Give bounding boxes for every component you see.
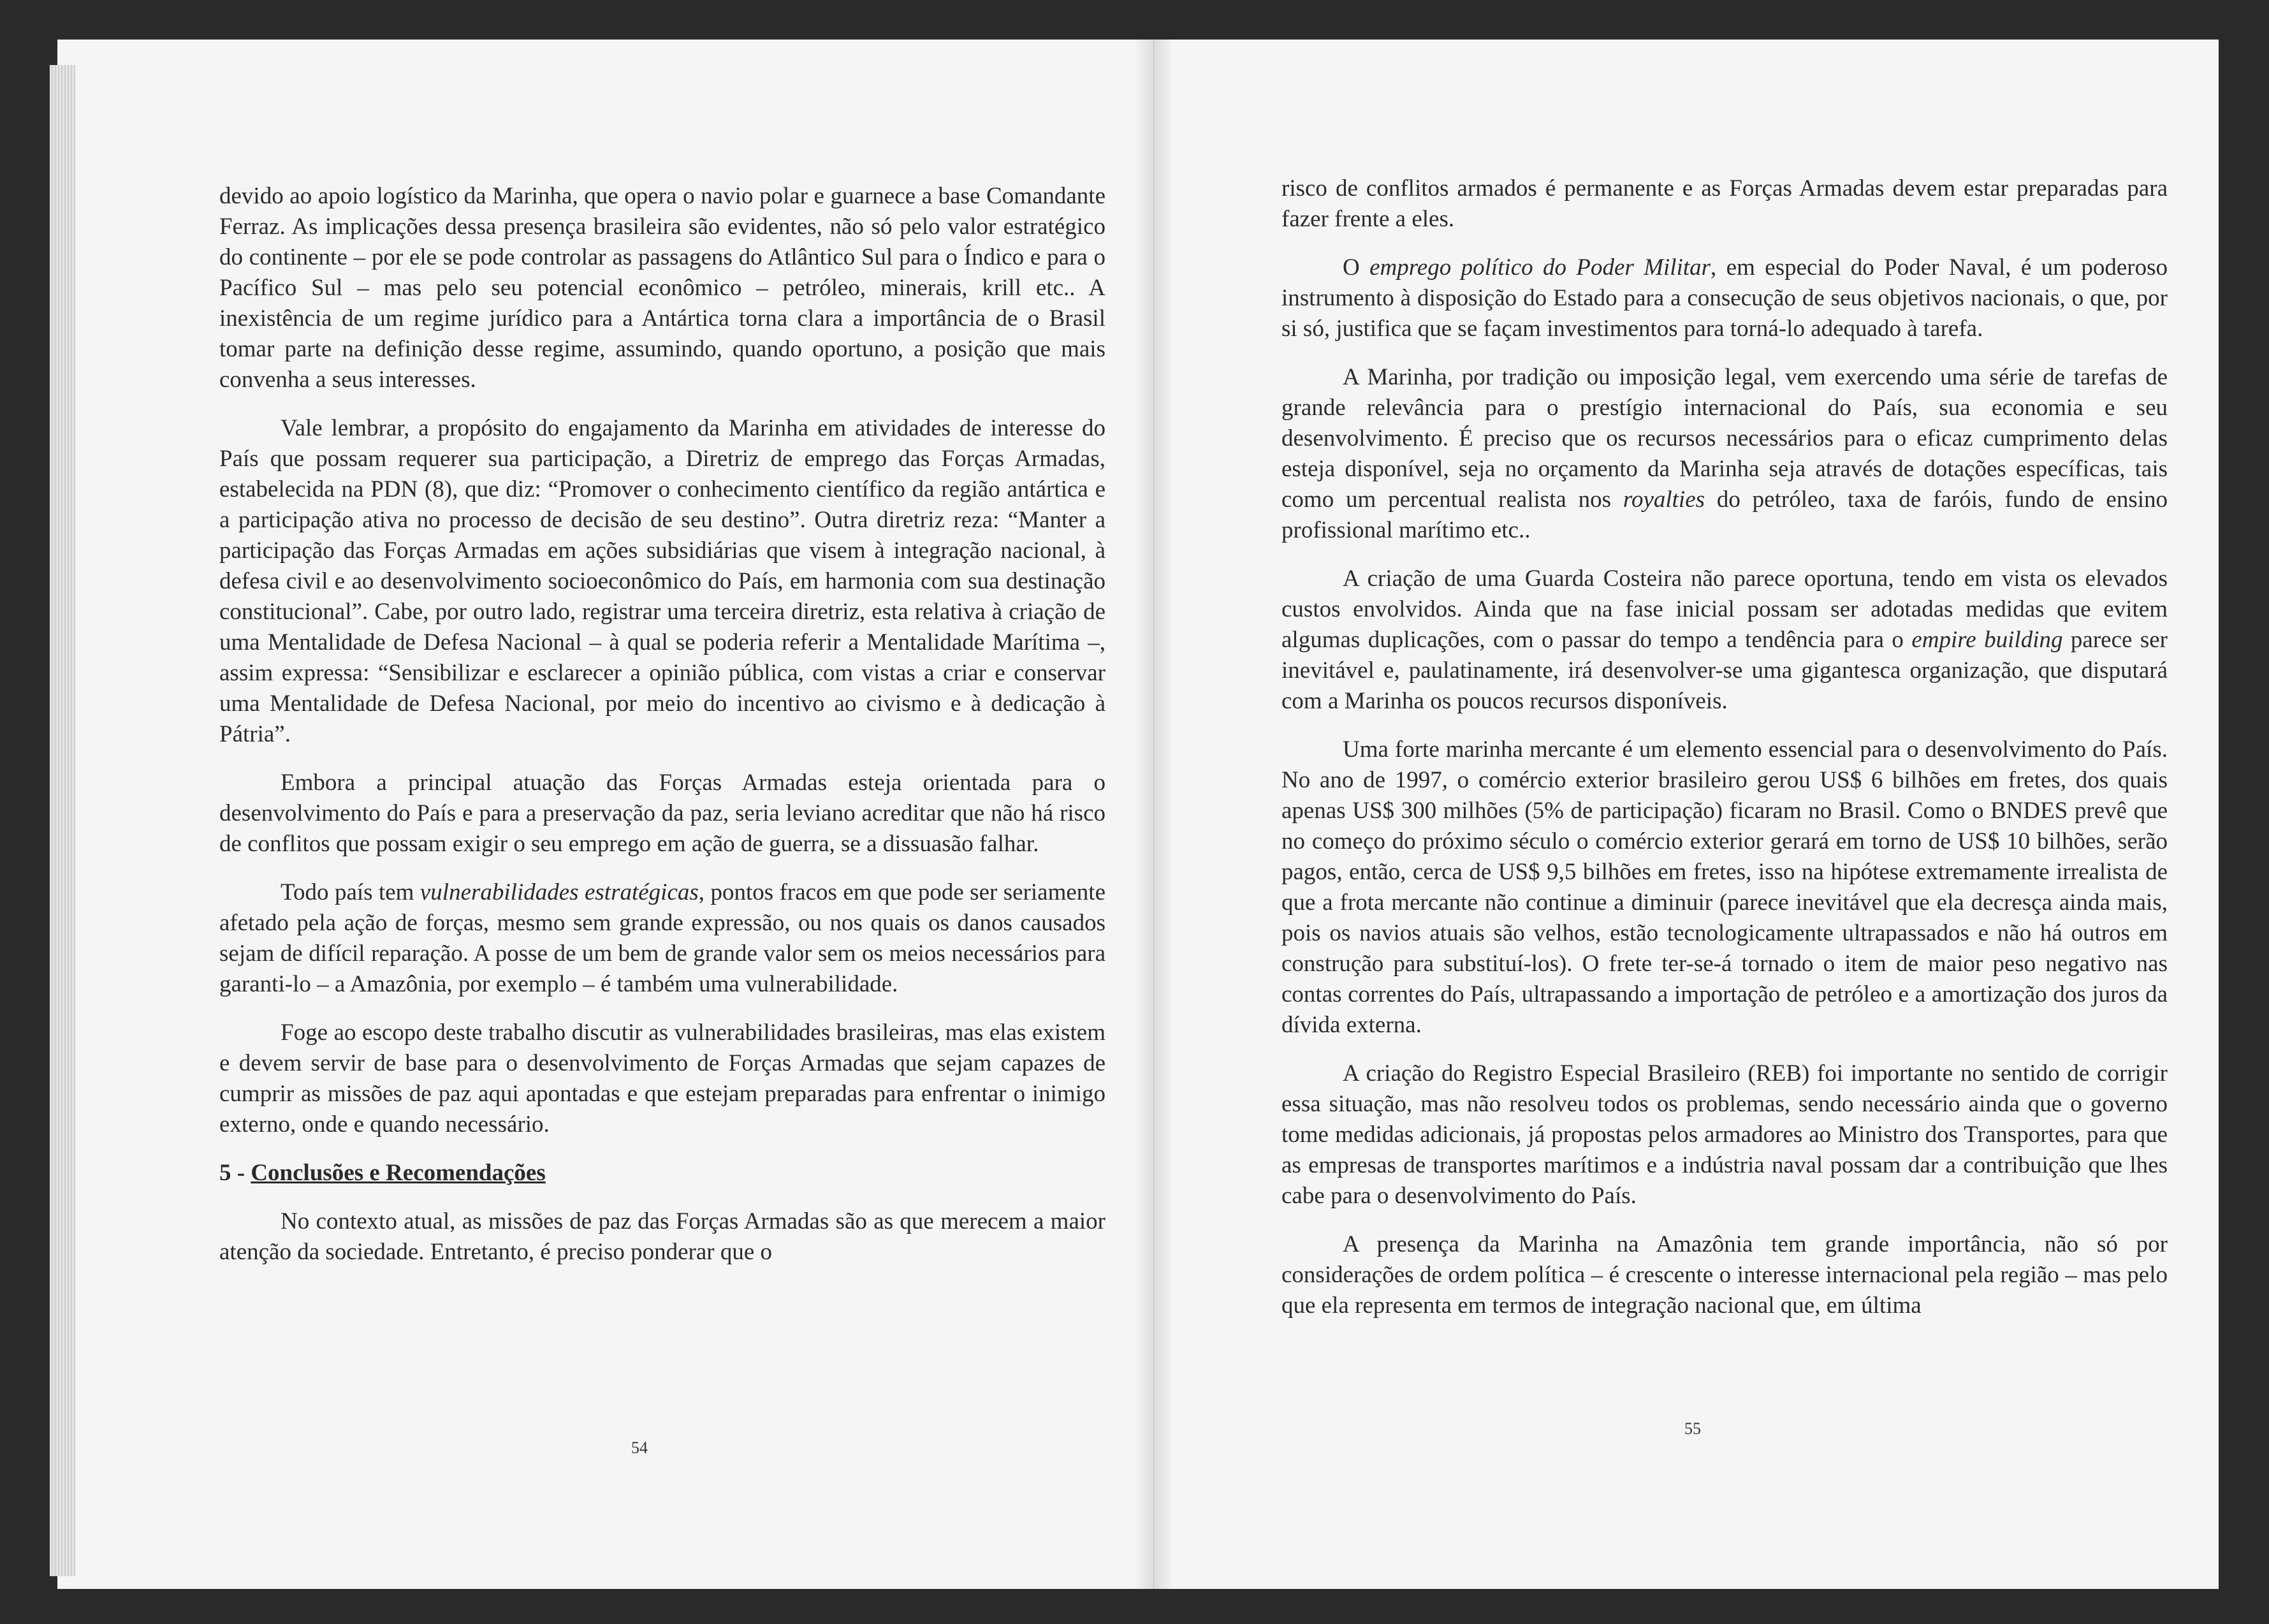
page-number: 54 (631, 1438, 648, 1457)
paragraph: No contexto atual, as missões de paz das Forças Armadas são as que merecem a maior atenção da sociedade. Entretanto, é preciso ponderar que o (219, 1208, 1105, 1265)
paragraph: Embora a principal atuação das Forças Armadas esteja orientada para o desenvolvimento do País e para a preservação da paz, seria leviano acreditar que não há risco de conflitos que possam exigir o seu emprego em ação de guerra, se a dissuasão falhar. (219, 770, 1105, 857)
paragraph (1281, 564, 2168, 717)
text-run: parece ser inevitável e, paulatinamente, irá desenvolver-se uma gigantesca organização, que disputará com a Marinha os poucos recursos disponíveis. (1281, 627, 2168, 714)
paragraph: risco de conflitos armados é permanente e as Forças Armadas devem estar preparadas para fazer frente a eles. (1281, 175, 2168, 232)
book-spread (57, 40, 2219, 1589)
italic-term: emprego político do Poder Militar (1369, 254, 1711, 281)
text-run: Todo país tem (281, 879, 420, 905)
paragraph (1281, 362, 2168, 546)
left-page-text (219, 181, 1105, 1285)
right-page (1154, 40, 2219, 1589)
section-heading (219, 1158, 1105, 1189)
italic-term: royalties (1623, 486, 1705, 513)
page-number: 55 (1684, 1419, 1701, 1438)
paragraph: devido ao apoio logístico da Marinha, que opera o navio polar e guarnece a base Comandante Ferraz. As implicações dessa presença brasileira são evidentes, não só pelo valor estratégico do continente – por ele se pode controlar as passagens do Atlântico Sul para o Índico e para o Pacífico Sul – mas pelo seu potencial econômico – petróleo, minerais, krill etc.. A inexistência de um regime jurídico para a Antártica torna clara a importância de o Brasil tomar parte na definição desse regime, assumindo, quando oportuno, a posição que mais convenha a seus interesses. (219, 183, 1105, 393)
left-page (57, 40, 1154, 1589)
text-run: O (1343, 254, 1370, 281)
text-run: A criação de uma Guarda Costeira não parece oportuna, tendo em vista os elevados custos envolvidos. Ainda que na fase inicial possam ser adotadas medidas que evitem algumas duplicações, com o passar do tempo a tendência para o (1281, 566, 2168, 653)
paragraph: A presença da Marinha na Amazônia tem grande importância, não só por considerações de ordem política – é crescente o interesse internacional pela região – mas pelo que ela representa em termos de integração nacional que, em última (1281, 1231, 2168, 1319)
paragraph: Uma forte marinha mercante é um elemento essencial para o desenvolvimento do País. No ano de 1997, o comércio exterior brasileiro gerou US$ 6 bilhões em fretes, dos quais apenas US$ 300 milhões (5% de participação) ficaram no Brasil. Como o BNDES prevê que no começo do próximo século o comércio exterior gerará em torno de US$ 10 bilhões, serão pagos, então, cerca de US$ 9,5 bilhões em fretes, isso na hipótese extremamente irrealista de que a frota mercante não continue a diminuir (parece inevitável que ela decresça ainda mais, pois os navios atuais são velhos, estão tecnologicamente ultrapassados e não há outros em construção para substituí-los). O frete ter-se-á tornado o item de maior peso negativo nas contas correntes do País, ultrapassando a importação de petróleo e a amortização dos juros da dívida externa. (1281, 736, 2168, 1038)
text-run: , em especial do Poder Naval, é um poderoso instrumento à disposição do Estado para a consecução de seus objetivos nacionais, o que, por si só, justifica que se façam investimentos para torná-lo adequado à tarefa. (1281, 254, 2168, 342)
right-page-text (1281, 173, 2168, 1339)
paragraph (219, 877, 1105, 1000)
paragraph: A criação do Registro Especial Brasileiro (REB) foi importante no sentido de corrigir essa situação, mas não resolveu todos os problemas, sendo necessário ainda que o governo tome medidas adicionais, já propostas pelos armadores ao Ministro dos Transportes, para que as empresas de transportes marítimos e a indústria naval possam dar a contribuição que lhes cabe para o desenvolvimento do País. (1281, 1060, 2168, 1209)
paragraph (1281, 252, 2168, 344)
section-number: 5 - (219, 1160, 251, 1186)
paragraph: Vale lembrar, a propósito do engajamento da Marinha em atividades de interesse do País que possam requerer sua participação, a Diretriz de emprego das Forças Armadas, estabelecida na PDN (8), que diz: “Promover o conhecimento científico da região antártica e a participação ativa no processo de decisão de seu destino”. Outra diretriz reza: “Manter a participação das Forças Armadas em ações subsidiárias que visem à integração nacional, à defesa civil e ao desenvolvimento socioeconômico do País, em harmonia com sua destinação constitucional”. Cabe, por outro lado, registrar uma terceira diretriz, esta relativa à criação de uma Mentalidade de Defesa Nacional – à qual se poderia referir a Mentalidade Marítima –, assim expressa: “Sensibilizar e esclarecer a opinião pública, com vistas a criar e conservar uma Mentalidade de Defesa Nacional, por meio do incentivo ao civismo e à dedicação à Pátria”. (219, 415, 1105, 747)
section-title: Conclusões e Recomendações (251, 1160, 546, 1186)
book-gutter (1135, 40, 1173, 1589)
paragraph: Foge ao escopo deste trabalho discutir as vulnerabilidades brasileiras, mas elas existem e devem servir de base para o desenvolvimento de Forças Armadas que sejam capazes de cumprir as missões de paz aqui apontadas e que estejam preparadas para enfrentar o inimigo externo, onde e quando necessário. (219, 1020, 1105, 1138)
text-run: , pontos fracos em que pode ser seriamente afetado pela ação de forças, mesmo sem grande expressão, ou nos quais os danos causados sejam de difícil reparação. A posse de um bem de grande valor sem os meios necessários para garanti-lo – a Amazônia, por exemplo – é também uma vulnerabilidade. (219, 879, 1105, 997)
italic-term: vulnerabilidades estratégicas (420, 879, 699, 905)
text-run: do petróleo, taxa de faróis, fundo de ensino profissional marítimo etc.. (1281, 486, 2168, 543)
text-run: A Marinha, por tradição ou imposição legal, vem exercendo uma série de tarefas de grande relevância para o prestígio internacional do País, sua economia e seu desenvolvimento. É preciso que os recursos necessários para o eficaz cumprimento delas esteja disponível, seja no orçamento da Marinha seja através de dotações específicas, tais como um percentual realista nos (1281, 364, 2168, 513)
italic-term: empire building (1911, 627, 2063, 653)
page-edges (50, 65, 75, 1576)
